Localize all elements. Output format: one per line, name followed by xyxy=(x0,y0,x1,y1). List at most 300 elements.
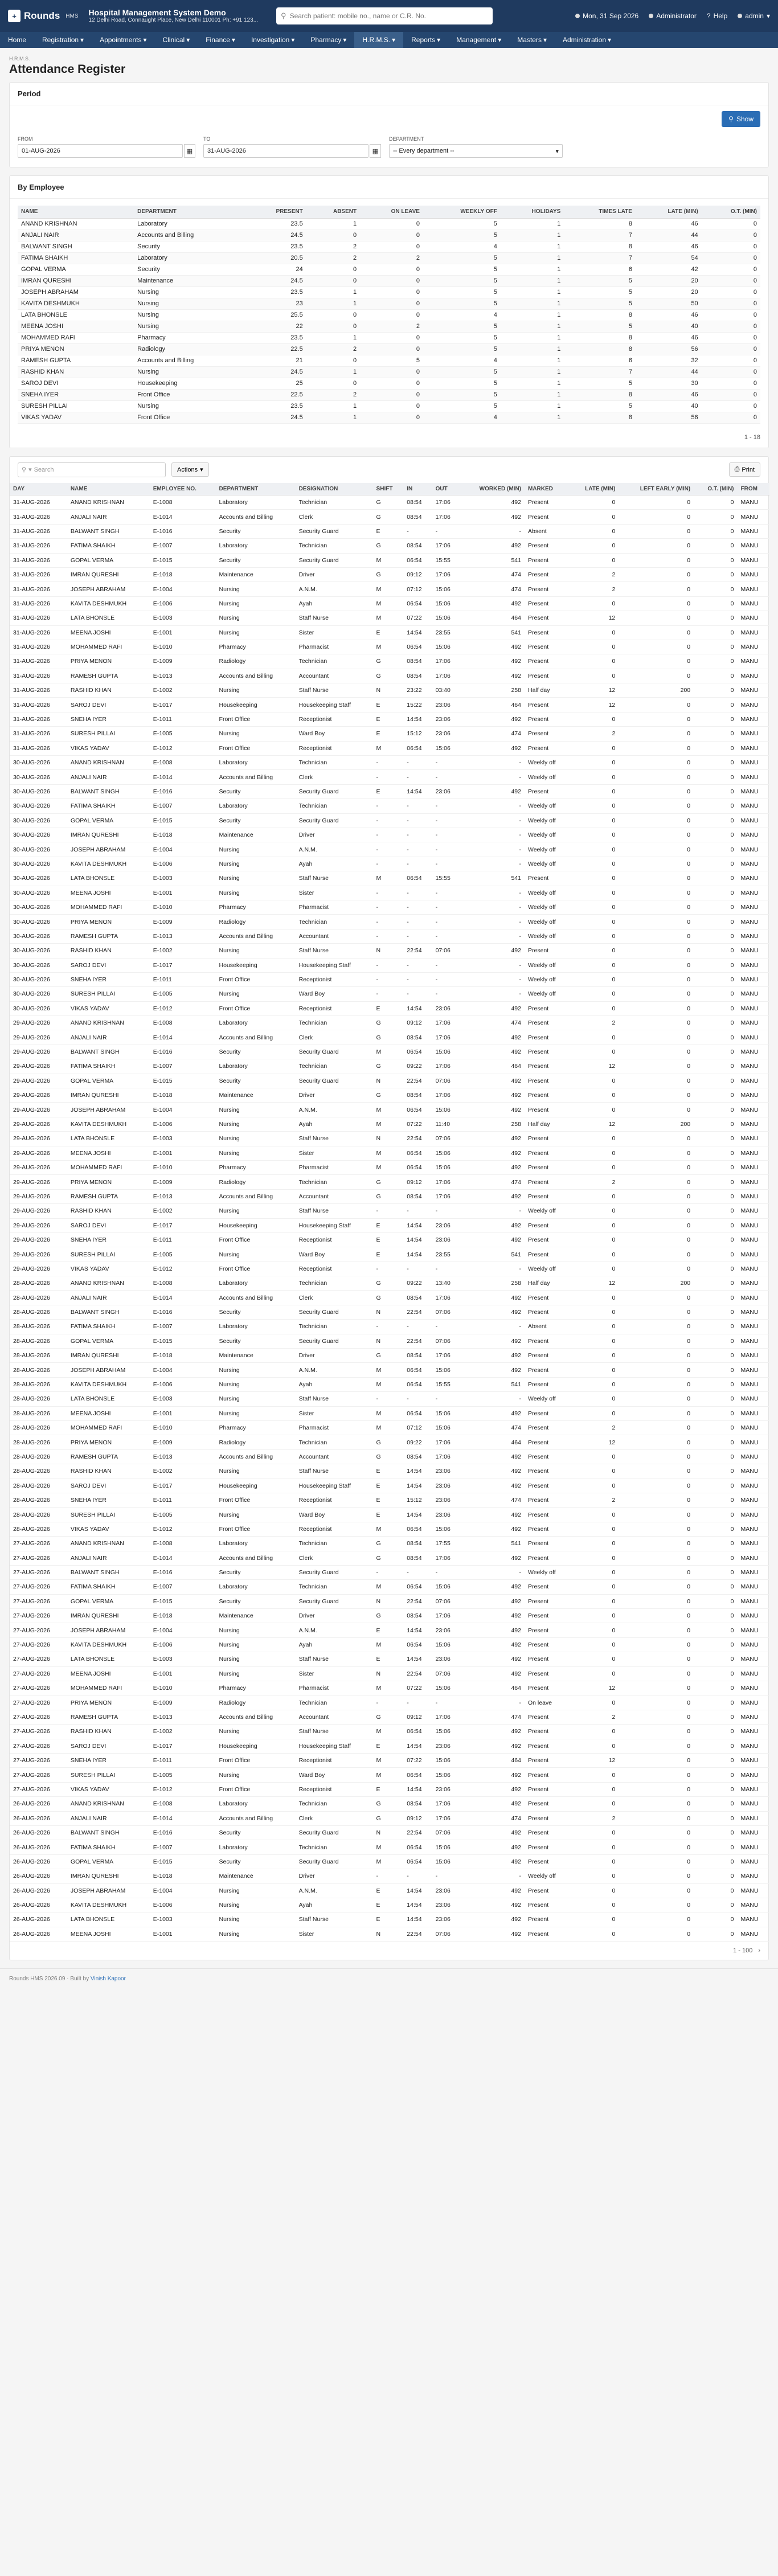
table-row[interactable] xyxy=(18,298,760,309)
table-row[interactable] xyxy=(10,1825,769,1840)
nav-registration[interactable] xyxy=(34,32,92,48)
table-cell: 200 xyxy=(619,1117,694,1131)
table-cell: 14:54 xyxy=(403,1623,432,1637)
table-cell: 0 xyxy=(570,944,619,958)
table-cell: 492 xyxy=(461,1103,525,1117)
table-cell: 0 xyxy=(570,1305,619,1319)
column-header[interactable]: HOLIDAYS xyxy=(501,206,564,218)
nav-reports[interactable] xyxy=(403,32,448,48)
table-cell: 0 xyxy=(570,900,619,914)
table-row[interactable] xyxy=(10,1580,769,1594)
column-header[interactable]: DEPARTMENT xyxy=(216,483,296,495)
attendance-register-table xyxy=(10,483,769,1942)
table-row[interactable] xyxy=(10,1652,769,1666)
table-row[interactable] xyxy=(18,343,760,355)
register-search[interactable] xyxy=(18,462,166,477)
table-row[interactable] xyxy=(10,1435,769,1449)
table-row[interactable] xyxy=(10,1449,769,1464)
table-cell: Security Guard xyxy=(296,524,373,538)
role-display[interactable] xyxy=(649,12,697,20)
table-row[interactable] xyxy=(10,1666,769,1681)
table-cell: Technician xyxy=(296,756,373,770)
table-row[interactable] xyxy=(10,1406,769,1420)
from-label: FROM xyxy=(18,136,33,142)
table-cell: Radiology xyxy=(216,1435,296,1449)
table-cell: A.N.M. xyxy=(296,1623,373,1637)
table-row[interactable] xyxy=(18,321,760,332)
table-row[interactable] xyxy=(10,828,769,842)
table-row[interactable] xyxy=(10,915,769,929)
column-header[interactable]: DEPARTMENT xyxy=(134,206,246,218)
table-cell: Laboratory xyxy=(216,1016,296,1030)
table-row[interactable] xyxy=(10,857,769,871)
table-cell: 1 xyxy=(306,366,360,378)
table-row[interactable] xyxy=(10,1782,769,1796)
table-row[interactable] xyxy=(18,355,760,366)
table-cell: 1 xyxy=(501,241,564,252)
table-cell: 29-AUG-2026 xyxy=(10,1160,67,1174)
table-row[interactable] xyxy=(10,553,769,567)
calendar-icon[interactable]: ▦ xyxy=(184,144,195,158)
column-header[interactable]: IN xyxy=(403,483,432,495)
table-cell: Present xyxy=(525,495,570,510)
table-cell: Housekeeping xyxy=(134,378,246,389)
table-row[interactable] xyxy=(10,1522,769,1536)
patient-search-input[interactable] xyxy=(290,12,488,20)
table-row[interactable] xyxy=(10,1565,769,1579)
table-cell: E-1016 xyxy=(150,1565,216,1579)
table-cell: 07:22 xyxy=(403,1117,432,1131)
table-cell: Security xyxy=(216,1045,296,1059)
table-cell: ANAND KRISHNAN xyxy=(67,495,150,510)
nav-pharmacy[interactable] xyxy=(302,32,354,48)
table-row[interactable] xyxy=(10,1854,769,1869)
table-cell: - xyxy=(403,1392,432,1406)
calendar-icon[interactable]: ▦ xyxy=(370,144,381,158)
table-row[interactable] xyxy=(10,1334,769,1348)
table-cell: 0 xyxy=(694,958,737,972)
table-cell: 0 xyxy=(570,640,619,654)
table-cell: 492 xyxy=(461,1305,525,1319)
column-header[interactable]: DAY xyxy=(10,483,67,495)
table-row[interactable] xyxy=(10,1146,769,1160)
table-cell: MOHAMMED RAFI xyxy=(67,640,150,654)
table-row[interactable] xyxy=(10,1088,769,1103)
table-row[interactable] xyxy=(18,241,760,252)
chevron-right-icon[interactable]: › xyxy=(758,1947,760,1955)
table-cell: 0 xyxy=(694,567,737,581)
table-row[interactable] xyxy=(18,389,760,400)
table-row[interactable] xyxy=(10,1493,769,1507)
table-row[interactable] xyxy=(10,1797,769,1811)
table-cell: SNEHA IYER xyxy=(67,1493,150,1507)
table-row[interactable] xyxy=(10,1811,769,1825)
table-cell: 30-AUG-2026 xyxy=(10,857,67,871)
table-row[interactable] xyxy=(10,1392,769,1406)
column-header[interactable]: LEFT EARLY (MIN) xyxy=(619,483,694,495)
table-cell: E-1011 xyxy=(150,1493,216,1507)
column-header[interactable]: WORKED (MIN) xyxy=(461,483,525,495)
table-cell: G xyxy=(373,1349,404,1363)
table-row[interactable] xyxy=(10,1869,769,1883)
table-cell: MANU xyxy=(738,1045,770,1059)
table-cell: Present xyxy=(525,1725,570,1739)
table-row[interactable] xyxy=(10,1479,769,1493)
table-cell: 492 xyxy=(461,1218,525,1232)
table-cell: E-1008 xyxy=(150,1537,216,1551)
column-header[interactable]: NAME xyxy=(67,483,150,495)
table-row[interactable] xyxy=(10,1609,769,1623)
table-cell: 0 xyxy=(619,611,694,625)
table-row[interactable] xyxy=(18,366,760,378)
table-row[interactable] xyxy=(10,1059,769,1074)
table-row[interactable] xyxy=(18,286,760,298)
table-row[interactable] xyxy=(10,972,769,986)
actions-button[interactable] xyxy=(171,462,209,477)
table-cell: 464 xyxy=(461,1681,525,1696)
table-cell: 14:54 xyxy=(403,1898,432,1912)
table-row[interactable] xyxy=(18,252,760,264)
table-cell: E-1004 xyxy=(150,1623,216,1637)
table-row[interactable] xyxy=(18,412,760,423)
table-cell: Maintenance xyxy=(216,1609,296,1623)
table-row[interactable] xyxy=(10,1725,769,1739)
table-row[interactable] xyxy=(10,1883,769,1898)
table-row[interactable] xyxy=(10,784,769,798)
table-cell: 5 xyxy=(360,355,423,366)
table-cell: E xyxy=(373,712,404,726)
column-header[interactable]: MARKED xyxy=(525,483,570,495)
table-cell: 15:06 xyxy=(432,1580,461,1594)
column-header[interactable]: O.T. (MIN) xyxy=(702,206,760,218)
table-row[interactable] xyxy=(10,567,769,581)
table-row[interactable] xyxy=(10,683,769,698)
column-header[interactable]: NAME xyxy=(18,206,134,218)
table-row[interactable] xyxy=(10,1030,769,1045)
table-cell: 0 xyxy=(619,1522,694,1536)
print-button[interactable] xyxy=(729,462,760,477)
table-cell: Nursing xyxy=(216,625,296,640)
table-row[interactable] xyxy=(10,1594,769,1608)
table-row[interactable] xyxy=(10,582,769,596)
nav-hrms[interactable] xyxy=(354,32,403,48)
table-row[interactable] xyxy=(10,1537,769,1551)
table-row[interactable] xyxy=(10,944,769,958)
to-date-input[interactable] xyxy=(203,144,368,158)
table-cell: Driver xyxy=(296,567,373,581)
table-row[interactable] xyxy=(18,400,760,412)
table-cell: MANU xyxy=(738,756,770,770)
table-row[interactable] xyxy=(10,1276,769,1291)
table-cell: 0 xyxy=(702,298,760,309)
table-cell: 5 xyxy=(423,298,501,309)
help-link[interactable] xyxy=(707,12,727,20)
table-row[interactable] xyxy=(10,640,769,654)
table-row[interactable] xyxy=(10,1768,769,1782)
table-row[interactable] xyxy=(10,1377,769,1391)
table-cell: Technician xyxy=(296,915,373,929)
table-cell: 0 xyxy=(570,1768,619,1782)
table-row[interactable] xyxy=(10,1175,769,1189)
table-cell: 23:06 xyxy=(432,727,461,741)
table-row[interactable] xyxy=(10,712,769,726)
nav-appointments[interactable] xyxy=(92,32,154,48)
table-cell: E-1012 xyxy=(150,1522,216,1536)
table-cell: MANU xyxy=(738,1132,770,1146)
table-cell: 31-AUG-2026 xyxy=(10,669,67,683)
table-cell: E-1018 xyxy=(150,828,216,842)
table-cell: 14:54 xyxy=(403,1218,432,1232)
table-row[interactable] xyxy=(10,886,769,900)
table-cell: 0 xyxy=(570,1666,619,1681)
table-row[interactable] xyxy=(10,900,769,914)
table-row[interactable] xyxy=(10,669,769,683)
table-cell: 0 xyxy=(570,987,619,1001)
patient-search[interactable] xyxy=(276,7,493,24)
table-cell: MANU xyxy=(738,1464,770,1479)
table-row[interactable] xyxy=(10,1305,769,1319)
table-cell: E-1016 xyxy=(150,1045,216,1059)
table-row[interactable] xyxy=(10,741,769,755)
table-cell: ANAND KRISHNAN xyxy=(67,1797,150,1811)
table-row[interactable] xyxy=(18,378,760,389)
table-cell: 27-AUG-2026 xyxy=(10,1725,67,1739)
table-cell: 17:06 xyxy=(432,567,461,581)
table-cell: 22:54 xyxy=(403,1305,432,1319)
column-header[interactable]: LATE (MIN) xyxy=(570,483,619,495)
table-row[interactable] xyxy=(18,332,760,343)
column-header[interactable]: LATE (MIN) xyxy=(636,206,702,218)
table-cell: 0 xyxy=(694,828,737,842)
table-row[interactable] xyxy=(10,1117,769,1131)
table-row[interactable] xyxy=(10,510,769,524)
table-row[interactable] xyxy=(10,1016,769,1030)
table-cell: Security Guard xyxy=(296,1825,373,1840)
table-cell: G xyxy=(373,1016,404,1030)
table-cell: Sister xyxy=(296,1146,373,1160)
column-header[interactable]: FROM xyxy=(738,483,770,495)
table-row[interactable] xyxy=(10,813,769,828)
column-header[interactable]: TIMES LATE xyxy=(564,206,636,218)
table-cell: 1 xyxy=(501,218,564,230)
table-cell: JOSEPH ABRAHAM xyxy=(67,1363,150,1377)
table-cell: 0 xyxy=(570,1912,619,1927)
table-row[interactable] xyxy=(10,1232,769,1247)
table-cell: Weekly off xyxy=(525,813,570,828)
table-cell: E-1007 xyxy=(150,1320,216,1334)
table-row[interactable] xyxy=(10,799,769,813)
column-header[interactable]: OUT xyxy=(432,483,461,495)
nav-finance[interactable] xyxy=(198,32,243,48)
table-row[interactable] xyxy=(10,596,769,611)
column-header[interactable]: EMPLOYEE NO. xyxy=(150,483,216,495)
table-row[interactable] xyxy=(10,929,769,943)
table-row[interactable] xyxy=(18,275,760,286)
table-cell: ANAND KRISHNAN xyxy=(67,1537,150,1551)
table-row[interactable] xyxy=(10,1421,769,1435)
breadcrumb[interactable]: H.R.M.S. xyxy=(9,56,30,62)
footer-author-link[interactable]: Vinish Kapoor xyxy=(90,1976,126,1983)
table-cell: 0 xyxy=(702,332,760,343)
table-cell: G xyxy=(373,1189,404,1203)
table-row[interactable] xyxy=(10,1218,769,1232)
table-cell: BALWANT SINGH xyxy=(67,784,150,798)
chevron-down-icon: ▾ xyxy=(543,36,547,44)
table-row[interactable] xyxy=(18,230,760,241)
table-cell: E-1018 xyxy=(150,1609,216,1623)
table-row[interactable] xyxy=(10,842,769,857)
table-cell: 0 xyxy=(570,1797,619,1811)
table-cell: Accounts and Billing xyxy=(216,929,296,943)
table-cell: MANU xyxy=(738,900,770,914)
table-cell: Receptionist xyxy=(296,1782,373,1796)
table-cell: Nursing xyxy=(134,400,246,412)
table-row[interactable] xyxy=(10,1320,769,1334)
table-cell: 541 xyxy=(461,1377,525,1391)
table-row[interactable] xyxy=(10,1291,769,1305)
table-cell: 0 xyxy=(694,1059,737,1074)
table-row[interactable] xyxy=(18,218,760,230)
table-row[interactable] xyxy=(10,756,769,770)
table-cell: 0 xyxy=(694,1854,737,1869)
table-cell: 15:06 xyxy=(432,1160,461,1174)
table-row[interactable] xyxy=(10,1464,769,1479)
column-header[interactable]: WEEKLY OFF xyxy=(423,206,501,218)
table-row[interactable] xyxy=(10,958,769,972)
column-header[interactable]: O.T. (MIN) xyxy=(694,483,737,495)
table-row[interactable] xyxy=(10,1696,769,1710)
table-cell: Receptionist xyxy=(296,1262,373,1276)
table-cell: MEENA JOSHI xyxy=(67,886,150,900)
table-row[interactable] xyxy=(10,495,769,510)
table-cell: Front Office xyxy=(216,1782,296,1796)
table-row[interactable] xyxy=(10,1262,769,1276)
table-row[interactable] xyxy=(10,1247,769,1262)
table-cell: 1 xyxy=(501,252,564,264)
table-row[interactable] xyxy=(10,1898,769,1912)
table-cell: 0 xyxy=(694,1262,737,1276)
table-cell: 15:12 xyxy=(403,1493,432,1507)
table-row[interactable] xyxy=(10,1189,769,1203)
table-cell: 0 xyxy=(694,1276,737,1291)
table-cell: 0 xyxy=(694,1522,737,1536)
table-cell: 30-AUG-2026 xyxy=(10,828,67,842)
table-cell: E-1013 xyxy=(150,1189,216,1203)
nav-clinical[interactable] xyxy=(155,32,198,48)
department-select[interactable] xyxy=(389,144,563,158)
table-row[interactable] xyxy=(10,1045,769,1059)
table-cell: - xyxy=(461,958,525,972)
table-cell: 27-AUG-2026 xyxy=(10,1551,67,1565)
table-cell: - xyxy=(461,770,525,784)
table-cell: 46 xyxy=(636,309,702,321)
table-row[interactable] xyxy=(10,1551,769,1565)
table-row[interactable] xyxy=(10,987,769,1001)
table-cell: 08:54 xyxy=(403,1551,432,1565)
table-cell: - xyxy=(461,1204,525,1218)
table-cell: 0 xyxy=(570,1406,619,1420)
table-row[interactable] xyxy=(18,309,760,321)
table-cell: E-1007 xyxy=(150,799,216,813)
column-header[interactable]: PRESENT xyxy=(246,206,306,218)
table-row[interactable] xyxy=(10,1103,769,1117)
table-row[interactable] xyxy=(10,524,769,538)
table-row[interactable] xyxy=(10,1681,769,1696)
table-cell: - xyxy=(403,915,432,929)
table-row[interactable] xyxy=(10,1739,769,1753)
table-row[interactable] xyxy=(10,539,769,553)
table-cell: 0 xyxy=(619,1580,694,1594)
logo[interactable] xyxy=(8,10,79,22)
column-header[interactable]: ON LEAVE xyxy=(360,206,423,218)
table-row[interactable] xyxy=(10,698,769,712)
table-cell: E-1014 xyxy=(150,1811,216,1825)
table-row[interactable] xyxy=(10,1753,769,1767)
table-cell: RAMESH GUPTA xyxy=(67,669,150,683)
column-header[interactable]: SHIFT xyxy=(373,483,404,495)
nav-label: Administration xyxy=(563,36,607,44)
table-cell: 17:06 xyxy=(432,1059,461,1074)
table-row[interactable] xyxy=(10,1840,769,1854)
user-menu[interactable] xyxy=(738,12,770,20)
table-row[interactable] xyxy=(10,1508,769,1522)
nav-investigation[interactable] xyxy=(243,32,302,48)
table-row[interactable] xyxy=(10,770,769,784)
table-row[interactable] xyxy=(10,625,769,640)
nav-management[interactable] xyxy=(448,32,509,48)
table-cell: 5 xyxy=(423,252,501,264)
table-cell: 30-AUG-2026 xyxy=(10,900,67,914)
table-cell: 0 xyxy=(694,1435,737,1449)
show-button[interactable] xyxy=(722,111,760,127)
nav-masters[interactable] xyxy=(509,32,555,48)
table-row[interactable] xyxy=(10,1363,769,1377)
nav-administration[interactable] xyxy=(555,32,619,48)
table-cell: 2 xyxy=(306,241,360,252)
table-cell: Security Guard xyxy=(296,813,373,828)
nav-home[interactable]: Home xyxy=(8,36,27,44)
table-row[interactable] xyxy=(10,727,769,741)
table-row[interactable] xyxy=(10,1074,769,1088)
table-row[interactable] xyxy=(10,1349,769,1363)
table-cell: LATA BHONSLE xyxy=(67,871,150,886)
table-row[interactable] xyxy=(10,1132,769,1146)
table-row[interactable] xyxy=(10,1912,769,1927)
table-cell: Present xyxy=(525,1218,570,1232)
table-row[interactable] xyxy=(10,1710,769,1724)
table-cell: 5 xyxy=(423,378,501,389)
table-row[interactable] xyxy=(10,611,769,625)
table-row[interactable] xyxy=(10,1623,769,1637)
table-row[interactable] xyxy=(10,1160,769,1174)
table-row[interactable] xyxy=(10,654,769,669)
table-row[interactable] xyxy=(10,871,769,886)
table-cell: 0 xyxy=(619,900,694,914)
register-scroller[interactable] xyxy=(10,483,769,1942)
column-header[interactable]: ABSENT xyxy=(306,206,360,218)
table-row[interactable] xyxy=(10,1637,769,1652)
table-cell: 0 xyxy=(619,1334,694,1348)
table-row[interactable] xyxy=(10,1001,769,1015)
column-header[interactable]: DESIGNATION xyxy=(296,483,373,495)
table-cell: 30-AUG-2026 xyxy=(10,929,67,943)
table-row[interactable] xyxy=(10,1927,769,1941)
table-row[interactable] xyxy=(18,264,760,275)
table-cell: 0 xyxy=(694,770,737,784)
from-date-input[interactable] xyxy=(18,144,183,158)
table-cell: 0 xyxy=(570,524,619,538)
table-row[interactable] xyxy=(10,1204,769,1218)
